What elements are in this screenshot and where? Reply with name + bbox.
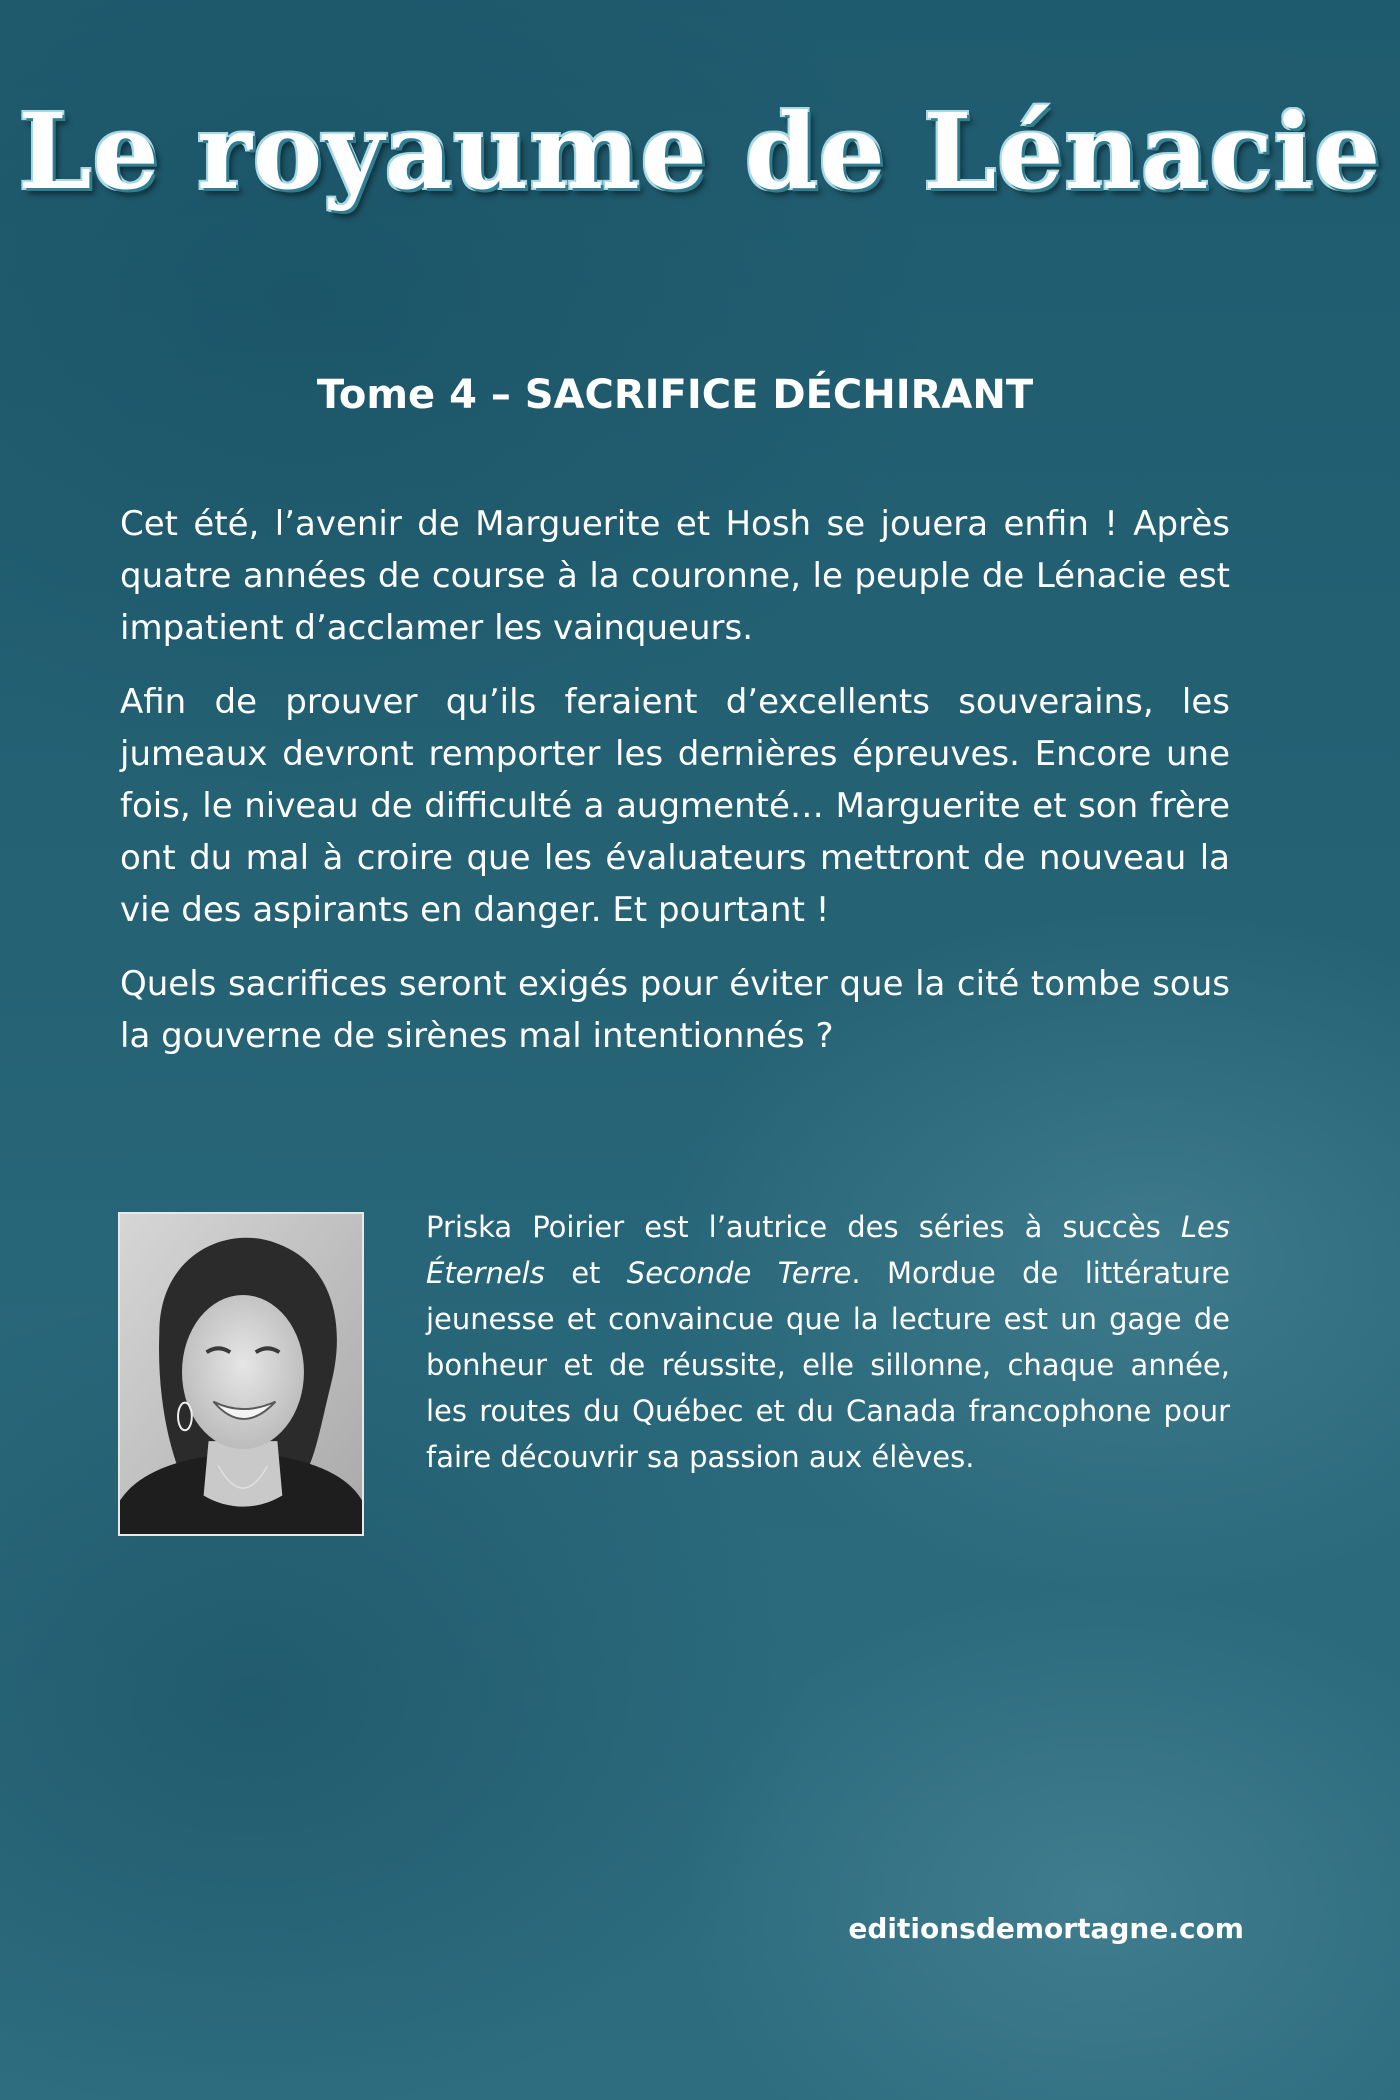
series-title: Le royaume de Lénacie bbox=[18, 90, 1382, 213]
author-bio-text: Priska Poirier est l’autrice des séries à succès bbox=[426, 1210, 1181, 1244]
book-blurb bbox=[120, 498, 1230, 1084]
author-bio bbox=[426, 1204, 1230, 1480]
volume-title: Tome 4 – SACRIFICE DÉCHIRANT bbox=[316, 372, 1034, 418]
author-photo bbox=[118, 1212, 364, 1536]
series-name-les-eternels: Les Éternels bbox=[426, 1210, 1230, 1290]
publisher-website: editionsdemortagne.com bbox=[848, 1912, 1244, 1945]
author-bio-text: et bbox=[544, 1256, 627, 1290]
series-name-seconde-terre: Seconde Terre bbox=[626, 1256, 852, 1290]
blurb-paragraph: Afin de prouver qu’ils feraient d’excellents souverains, les jumeaux devront remporter les dernières épreuves. Encore une fois, le niveau de difficulté a augmenté… Marguerite et son frère ont du mal à croire que les évaluateurs mettront de nouveau la vie des aspirants en danger. Et pourtant ! bbox=[120, 682, 1230, 930]
blurb-paragraph: Quels sacrifices seront exigés pour éviter que la cité tombe sous la gouverne de sirènes mal intentionnés ? bbox=[120, 964, 1230, 1056]
author-bio-text: . Mordue de littérature jeunesse et convaincue que la lecture est un gage de bonheur et de réussite, elle sillonne, chaque année, les routes du Québec et du Canada francophone pour faire découvrir sa passion aux élèves. bbox=[426, 1256, 1231, 1474]
blurb-paragraph: Cet été, l’avenir de Marguerite et Hosh se jouera enfin ! Après quatre années de course à la couronne, le peuple de Lénacie est impatient d’acclamer les vainqueurs. bbox=[120, 504, 1230, 648]
author-portrait-image bbox=[120, 1214, 362, 1534]
